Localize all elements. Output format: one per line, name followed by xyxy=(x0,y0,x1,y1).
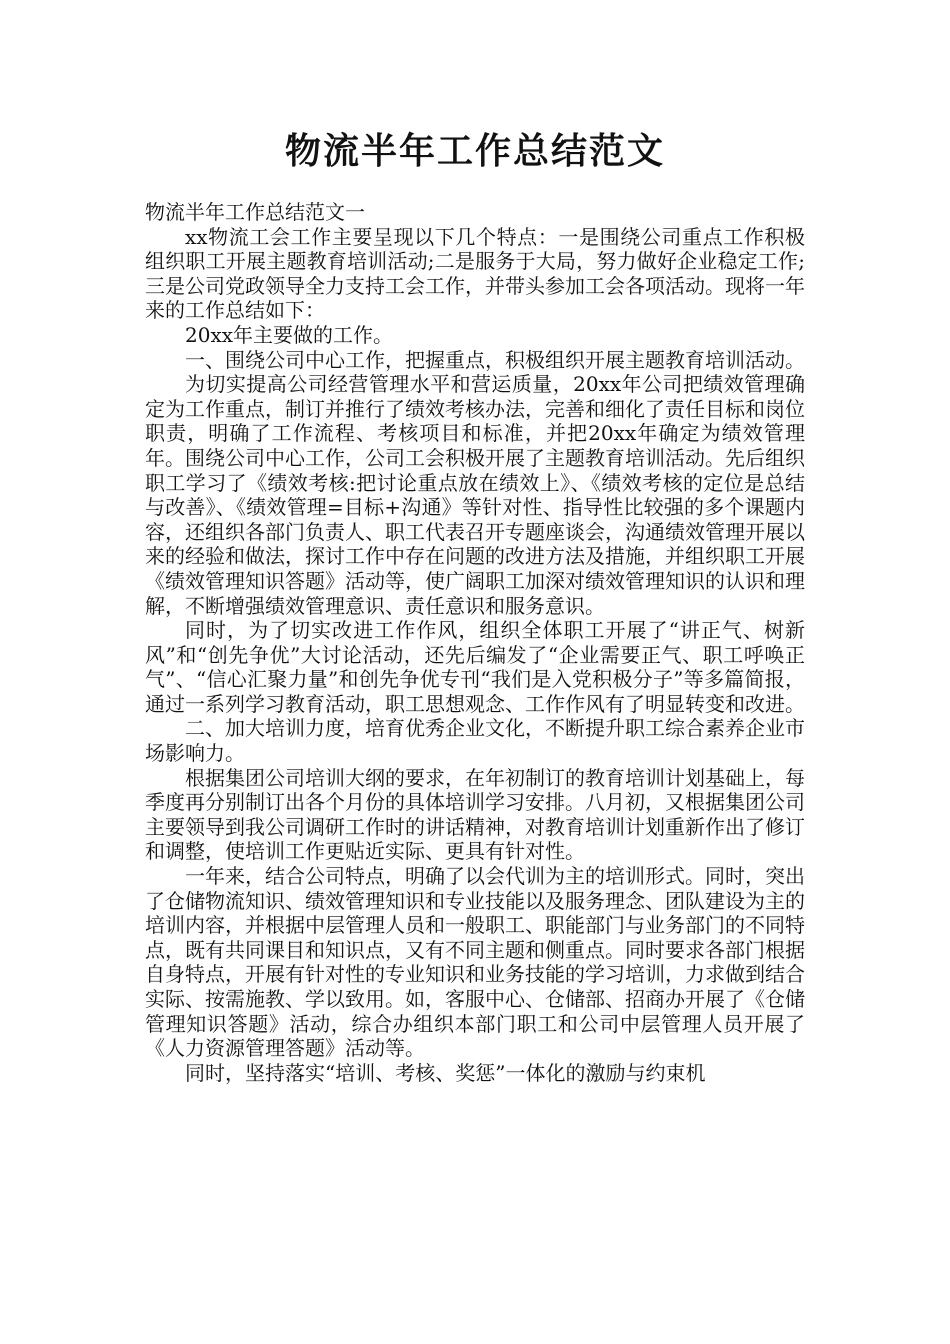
paragraph: 一年来，结合公司特点，明确了以会代训为主的培训形式。同时，突出了仓储物流知识、绩效管理知识和专业技能以及服务理念、团队建设为主的培训内容，并根据中层管理人员和一般职工、职能部门与业务部门的不同特点，既有共同课目和知识点，又有不同主题和侧重点。同时要求各部门根据自身特点，开展有针对性的专业知识和业务技能的学习培训，力求做到结合实际、按需施教、学以致用。如，客服中心、仓储部、招商办开展了《仓储管理知识答题》活动，综合办组织本部门职工和公司中层管理人员开展了《人力资源管理答题》活动等。 xyxy=(145,864,805,1061)
paragraph: 二、加大培训力度，培育优秀企业文化，不断提升职工综合素养企业市场影响力。 xyxy=(145,716,805,766)
document-body xyxy=(145,200,805,1085)
paragraph: 一、围绕公司中心工作，把握重点，积极组织开展主题教育培训活动。 xyxy=(185,347,805,372)
document-title: 物流半年工作总结范文 xyxy=(284,131,665,172)
paragraph: 根据集团公司培训大纲的要求，在年初制订的教育培训计划基础上，每季度再分别制订出各个月份的具体培训学习安排。八月初，又根据集团公司主要领导到我公司调研工作时的讲话精神，对教育培训计划重新作出了修订和调整，使培训工作更贴近实际、更具有针对性。 xyxy=(145,765,805,864)
section-heading: 物流半年工作总结范文一 xyxy=(145,200,365,224)
paragraph: 同时，坚持落实“培训、考核、奖惩”一体化的激励与约束机 xyxy=(185,1060,706,1085)
paragraph: 20xx年主要做的工作。 xyxy=(185,322,394,347)
paragraph: 同时，为了切实改进工作作风，组织全体职工开展了“讲正气、树新风”和“创先争优”大讨论活动，还先后编发了“企业需要正气、职工呼唤正气”、“信心汇聚力量”和创先争优专刊“我们是入党积极分子”等多篇简报，通过一系列学习教育活动，职工思想观念、工作作风有了明显转变和改进。 xyxy=(145,618,805,716)
paragraph: xx物流工会工作主要呈现以下几个特点：一是围绕公司重点工作积极组织职工开展主题教育培训活动;二是服务于大局，努力做好企业稳定工作;三是公司党政领导全力支持工会工作，并带头参加工会各项活动。现将一年来的工作总结如下： xyxy=(145,224,805,323)
paragraph: 为切实提高公司经营管理水平和营运质量，20xx年公司把绩效管理确定为工作重点，制订并推行了绩效考核办法，完善和细化了责任目标和岗位职责，明确了工作流程、考核项目和标准，并把20xx年确定为绩效管理年。围绕公司中心工作，公司工会积极开展了主题教育培训活动。先后组织职工学习了《绩效考核:把讨论重点放在绩效上》、《绩效考核的定位是总结与改善》、《绩效管理=目标+沟通》等针对性、指导性比较强的多个课题内容，还组织各部门负责人、职工代表召开专题座谈会，沟通绩效管理开展以来的经验和做法，探讨工作中存在问题的改进方法及措施，并组织职工开展《绩效管理知识答题》活动等，使广阔职工加深对绩效管理知识的认识和理解，不断增强绩效管理意识、责任意识和服务意识。 xyxy=(145,372,805,618)
